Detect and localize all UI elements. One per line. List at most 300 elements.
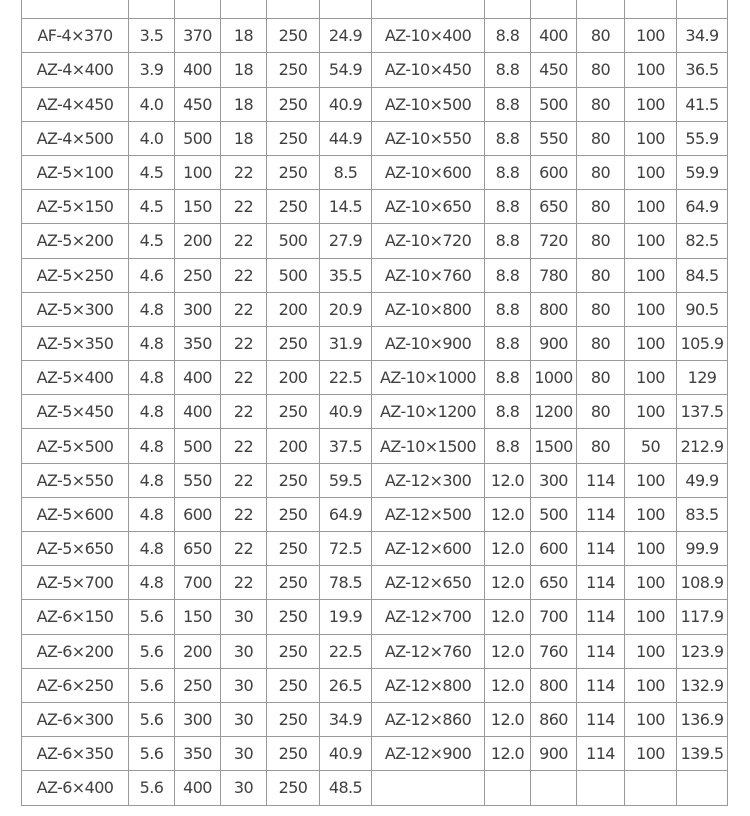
value-cell: 5.6 (129, 634, 175, 668)
value-cell: 400 (175, 771, 221, 805)
value-cell: 500 (531, 497, 577, 531)
table-row (22, 668, 728, 702)
value-cell: 59.5 (320, 463, 372, 497)
value-cell: 132.9 (677, 668, 728, 702)
value-cell: 34.9 (320, 702, 372, 736)
value-cell: 8.8 (485, 361, 531, 395)
value-cell: 250 (175, 668, 221, 702)
model-cell: AZ-5×600 (22, 497, 129, 531)
value-cell: 700 (531, 600, 577, 634)
value-cell: 600 (175, 497, 221, 531)
value-cell: 22 (221, 258, 267, 292)
value-cell: 80 (577, 155, 625, 189)
model-cell: AZ-10×900 (372, 326, 485, 360)
value-cell: 250 (267, 600, 320, 634)
value-cell: 250 (267, 771, 320, 805)
value-cell: 900 (531, 326, 577, 360)
value-cell: 500 (267, 258, 320, 292)
value-cell: 5.6 (129, 600, 175, 634)
value-cell: 200 (267, 292, 320, 326)
value-cell: 114 (577, 463, 625, 497)
value-cell: 250 (267, 190, 320, 224)
value-cell: 600 (531, 532, 577, 566)
value-cell: 30 (221, 737, 267, 771)
value-cell: 350 (175, 737, 221, 771)
model-cell: AZ-10×500 (372, 87, 485, 121)
model-cell: AZ-6×300 (22, 702, 129, 736)
value-cell: 250 (267, 702, 320, 736)
spec-table-body (22, 0, 728, 805)
model-cell: AZ-4×400 (22, 53, 129, 87)
value-cell: 22 (221, 395, 267, 429)
value-cell: 4.5 (129, 155, 175, 189)
value-cell: 100 (625, 121, 677, 155)
value-cell: 8.5 (320, 155, 372, 189)
model-cell: AZ-5×450 (22, 395, 129, 429)
value-cell: 250 (267, 668, 320, 702)
table-row (22, 463, 728, 497)
model-cell: AZ-5×350 (22, 326, 129, 360)
value-cell: 5.6 (129, 668, 175, 702)
value-cell: 40.9 (320, 395, 372, 429)
value-cell: 36.5 (677, 53, 728, 87)
value-cell: 22 (221, 155, 267, 189)
value-cell: 22 (221, 292, 267, 326)
model-cell: AZ-5×100 (22, 155, 129, 189)
value-cell: 4.8 (129, 361, 175, 395)
value-cell: 200 (175, 224, 221, 258)
value-cell: 136.9 (677, 702, 728, 736)
model-cell: AZ-12×800 (372, 668, 485, 702)
value-cell (625, 771, 677, 805)
model-cell: AZ-5×550 (22, 463, 129, 497)
value-cell: 400 (175, 53, 221, 87)
value-cell: 100 (625, 634, 677, 668)
model-cell (372, 771, 485, 805)
value-cell: 22 (221, 532, 267, 566)
value-cell: 4.5 (129, 190, 175, 224)
model-cell: AZ-5×500 (22, 429, 129, 463)
value-cell: 3.5 (129, 19, 175, 53)
model-cell: AZ-10×400 (372, 19, 485, 53)
value-cell (485, 0, 531, 19)
value-cell: 350 (175, 326, 221, 360)
table-row (22, 87, 728, 121)
value-cell (677, 771, 728, 805)
value-cell: 4.8 (129, 463, 175, 497)
value-cell: 1000 (531, 361, 577, 395)
value-cell: 8.8 (485, 87, 531, 121)
model-cell: AZ-6×150 (22, 600, 129, 634)
value-cell: 200 (267, 429, 320, 463)
value-cell: 22 (221, 566, 267, 600)
value-cell: 8.8 (485, 395, 531, 429)
value-cell: 80 (577, 19, 625, 53)
value-cell: 22 (221, 326, 267, 360)
value-cell: 800 (531, 668, 577, 702)
value-cell: 22 (221, 190, 267, 224)
value-cell: 35.5 (320, 258, 372, 292)
value-cell: 27.9 (320, 224, 372, 258)
value-cell: 78.5 (320, 566, 372, 600)
value-cell: 4.8 (129, 395, 175, 429)
value-cell: 720 (531, 224, 577, 258)
value-cell: 12.0 (485, 702, 531, 736)
value-cell: 59.9 (677, 155, 728, 189)
model-cell: AZ-5×200 (22, 224, 129, 258)
value-cell: 5.6 (129, 737, 175, 771)
value-cell: 14.5 (320, 190, 372, 224)
model-cell: AZ-5×250 (22, 258, 129, 292)
value-cell: 12.0 (485, 497, 531, 531)
table-row (22, 737, 728, 771)
value-cell: 100 (625, 463, 677, 497)
value-cell: 8.8 (485, 429, 531, 463)
value-cell (485, 771, 531, 805)
value-cell: 84.5 (677, 258, 728, 292)
value-cell (625, 0, 677, 19)
value-cell: 900 (531, 737, 577, 771)
table-row (22, 258, 728, 292)
value-cell: 100 (625, 190, 677, 224)
model-cell: AZ-6×250 (22, 668, 129, 702)
value-cell: 12.0 (485, 668, 531, 702)
spec-table (21, 0, 728, 806)
model-cell: AZ-4×500 (22, 121, 129, 155)
value-cell: 114 (577, 566, 625, 600)
value-cell: 250 (267, 566, 320, 600)
model-cell: AZ-10×550 (372, 121, 485, 155)
value-cell: 40.9 (320, 87, 372, 121)
value-cell: 250 (267, 532, 320, 566)
value-cell: 82.5 (677, 224, 728, 258)
value-cell: 370 (175, 19, 221, 53)
value-cell: 18 (221, 19, 267, 53)
value-cell (175, 0, 221, 19)
value-cell: 30 (221, 668, 267, 702)
model-cell: AZ-10×650 (372, 190, 485, 224)
value-cell: 250 (267, 326, 320, 360)
value-cell: 80 (577, 190, 625, 224)
value-cell: 34.9 (677, 19, 728, 53)
value-cell: 139.5 (677, 737, 728, 771)
value-cell (531, 771, 577, 805)
model-cell: AZ-10×1500 (372, 429, 485, 463)
model-cell: AZ-10×450 (372, 53, 485, 87)
model-cell: AZ-12×700 (372, 600, 485, 634)
model-cell: AZ-12×300 (372, 463, 485, 497)
value-cell: 100 (625, 53, 677, 87)
model-cell: AZ-6×200 (22, 634, 129, 668)
model-cell (372, 0, 485, 19)
value-cell: 114 (577, 497, 625, 531)
value-cell: 12.0 (485, 463, 531, 497)
value-cell: 80 (577, 258, 625, 292)
value-cell: 54.9 (320, 53, 372, 87)
value-cell: 30 (221, 634, 267, 668)
table-row (22, 326, 728, 360)
value-cell: 100 (625, 19, 677, 53)
value-cell: 250 (267, 634, 320, 668)
model-cell: AZ-6×350 (22, 737, 129, 771)
value-cell: 100 (625, 258, 677, 292)
value-cell: 250 (267, 121, 320, 155)
model-cell: AZ-5×400 (22, 361, 129, 395)
value-cell: 30 (221, 771, 267, 805)
value-cell: 12.0 (485, 737, 531, 771)
value-cell: 650 (175, 532, 221, 566)
model-cell (22, 0, 129, 19)
model-cell: AZ-12×900 (372, 737, 485, 771)
value-cell: 500 (267, 224, 320, 258)
table-row (22, 702, 728, 736)
value-cell: 150 (175, 190, 221, 224)
model-cell: AZ-10×600 (372, 155, 485, 189)
value-cell: 5.6 (129, 771, 175, 805)
value-cell: 8.8 (485, 155, 531, 189)
value-cell: 80 (577, 121, 625, 155)
value-cell: 8.8 (485, 258, 531, 292)
value-cell: 30 (221, 600, 267, 634)
value-cell: 4.8 (129, 292, 175, 326)
value-cell: 40.9 (320, 737, 372, 771)
value-cell: 50 (625, 429, 677, 463)
value-cell: 600 (531, 155, 577, 189)
value-cell: 100 (625, 155, 677, 189)
value-cell: 49.9 (677, 463, 728, 497)
value-cell: 150 (175, 600, 221, 634)
value-cell: 100 (625, 326, 677, 360)
value-cell: 117.9 (677, 600, 728, 634)
value-cell: 250 (267, 53, 320, 87)
value-cell: 44.9 (320, 121, 372, 155)
value-cell: 8.8 (485, 121, 531, 155)
value-cell: 550 (175, 463, 221, 497)
table-row (22, 634, 728, 668)
value-cell (320, 0, 372, 19)
model-cell: AZ-12×760 (372, 634, 485, 668)
model-cell: AZ-10×1000 (372, 361, 485, 395)
value-cell: 24.9 (320, 19, 372, 53)
value-cell: 100 (625, 87, 677, 121)
value-cell: 100 (625, 532, 677, 566)
value-cell: 250 (267, 87, 320, 121)
value-cell: 4.8 (129, 326, 175, 360)
value-cell: 129 (677, 361, 728, 395)
value-cell: 80 (577, 292, 625, 326)
value-cell: 12.0 (485, 634, 531, 668)
table-row (22, 190, 728, 224)
value-cell: 137.5 (677, 395, 728, 429)
model-cell: AZ-12×650 (372, 566, 485, 600)
value-cell: 22.5 (320, 634, 372, 668)
value-cell (577, 0, 625, 19)
model-cell: AZ-10×720 (372, 224, 485, 258)
value-cell: 450 (175, 87, 221, 121)
value-cell: 80 (577, 53, 625, 87)
value-cell (677, 0, 728, 19)
value-cell: 760 (531, 634, 577, 668)
table-row (22, 19, 728, 53)
model-cell: AF-4×370 (22, 19, 129, 53)
value-cell (129, 0, 175, 19)
value-cell: 12.0 (485, 566, 531, 600)
table-row (22, 0, 728, 19)
model-cell: AZ-10×760 (372, 258, 485, 292)
table-row (22, 497, 728, 531)
value-cell: 4.8 (129, 566, 175, 600)
table-row (22, 771, 728, 805)
value-cell: 650 (531, 566, 577, 600)
value-cell: 860 (531, 702, 577, 736)
value-cell: 450 (531, 53, 577, 87)
model-cell: AZ-5×650 (22, 532, 129, 566)
value-cell: 80 (577, 429, 625, 463)
table-row (22, 600, 728, 634)
value-cell: 105.9 (677, 326, 728, 360)
value-cell: 12.0 (485, 600, 531, 634)
value-cell: 100 (625, 224, 677, 258)
value-cell: 19.9 (320, 600, 372, 634)
value-cell: 114 (577, 600, 625, 634)
value-cell: 650 (531, 190, 577, 224)
value-cell: 8.8 (485, 190, 531, 224)
value-cell: 100 (625, 497, 677, 531)
value-cell: 18 (221, 87, 267, 121)
value-cell: 250 (267, 497, 320, 531)
value-cell: 100 (625, 737, 677, 771)
value-cell: 250 (267, 155, 320, 189)
value-cell: 8.8 (485, 53, 531, 87)
value-cell: 114 (577, 532, 625, 566)
value-cell: 400 (175, 361, 221, 395)
value-cell: 550 (531, 121, 577, 155)
value-cell: 64.9 (677, 190, 728, 224)
value-cell: 8.8 (485, 326, 531, 360)
value-cell: 780 (531, 258, 577, 292)
value-cell: 250 (267, 395, 320, 429)
value-cell: 200 (175, 634, 221, 668)
value-cell: 3.9 (129, 53, 175, 87)
value-cell: 400 (175, 395, 221, 429)
value-cell: 18 (221, 121, 267, 155)
value-cell: 5.6 (129, 702, 175, 736)
table-row (22, 121, 728, 155)
value-cell: 114 (577, 668, 625, 702)
value-cell: 100 (625, 702, 677, 736)
value-cell: 100 (175, 155, 221, 189)
value-cell: 72.5 (320, 532, 372, 566)
model-cell: AZ-5×300 (22, 292, 129, 326)
value-cell: 100 (625, 292, 677, 326)
table-row (22, 361, 728, 395)
value-cell: 99.9 (677, 532, 728, 566)
value-cell: 55.9 (677, 121, 728, 155)
value-cell: 700 (175, 566, 221, 600)
value-cell: 114 (577, 737, 625, 771)
value-cell: 4.0 (129, 121, 175, 155)
value-cell: 100 (625, 668, 677, 702)
value-cell: 22.5 (320, 361, 372, 395)
value-cell: 1500 (531, 429, 577, 463)
value-cell: 114 (577, 634, 625, 668)
value-cell: 250 (267, 737, 320, 771)
value-cell: 200 (267, 361, 320, 395)
value-cell: 30 (221, 702, 267, 736)
model-cell: AZ-12×600 (372, 532, 485, 566)
table-row (22, 53, 728, 87)
value-cell: 108.9 (677, 566, 728, 600)
table-row (22, 532, 728, 566)
value-cell: 4.6 (129, 258, 175, 292)
value-cell: 212.9 (677, 429, 728, 463)
value-cell: 114 (577, 702, 625, 736)
value-cell: 22 (221, 497, 267, 531)
value-cell: 300 (175, 702, 221, 736)
value-cell (267, 0, 320, 19)
value-cell: 123.9 (677, 634, 728, 668)
value-cell: 22 (221, 224, 267, 258)
value-cell (531, 0, 577, 19)
value-cell: 20.9 (320, 292, 372, 326)
value-cell: 100 (625, 566, 677, 600)
value-cell: 100 (625, 361, 677, 395)
value-cell: 300 (531, 463, 577, 497)
value-cell: 80 (577, 395, 625, 429)
value-cell: 100 (625, 600, 677, 634)
value-cell: 8.8 (485, 224, 531, 258)
value-cell: 4.8 (129, 532, 175, 566)
value-cell: 31.9 (320, 326, 372, 360)
model-cell: AZ-5×700 (22, 566, 129, 600)
table-row (22, 395, 728, 429)
value-cell: 1200 (531, 395, 577, 429)
value-cell: 250 (267, 463, 320, 497)
value-cell: 4.8 (129, 497, 175, 531)
value-cell: 300 (175, 292, 221, 326)
value-cell: 80 (577, 87, 625, 121)
value-cell: 22 (221, 361, 267, 395)
model-cell: AZ-10×1200 (372, 395, 485, 429)
value-cell: 100 (625, 395, 677, 429)
value-cell: 90.5 (677, 292, 728, 326)
value-cell: 8.8 (485, 292, 531, 326)
value-cell: 80 (577, 361, 625, 395)
model-cell: AZ-5×150 (22, 190, 129, 224)
value-cell: 18 (221, 53, 267, 87)
value-cell: 500 (531, 87, 577, 121)
model-cell: AZ-6×400 (22, 771, 129, 805)
value-cell: 80 (577, 224, 625, 258)
value-cell: 800 (531, 292, 577, 326)
value-cell: 400 (531, 19, 577, 53)
value-cell: 4.0 (129, 87, 175, 121)
value-cell: 80 (577, 326, 625, 360)
value-cell: 41.5 (677, 87, 728, 121)
table-row (22, 292, 728, 326)
model-cell: AZ-12×860 (372, 702, 485, 736)
value-cell: 4.8 (129, 429, 175, 463)
table-row (22, 224, 728, 258)
value-cell: 4.5 (129, 224, 175, 258)
value-cell (577, 771, 625, 805)
table-row (22, 429, 728, 463)
model-cell: AZ-4×450 (22, 87, 129, 121)
value-cell: 8.8 (485, 19, 531, 53)
value-cell: 48.5 (320, 771, 372, 805)
value-cell: 22 (221, 429, 267, 463)
table-row (22, 155, 728, 189)
